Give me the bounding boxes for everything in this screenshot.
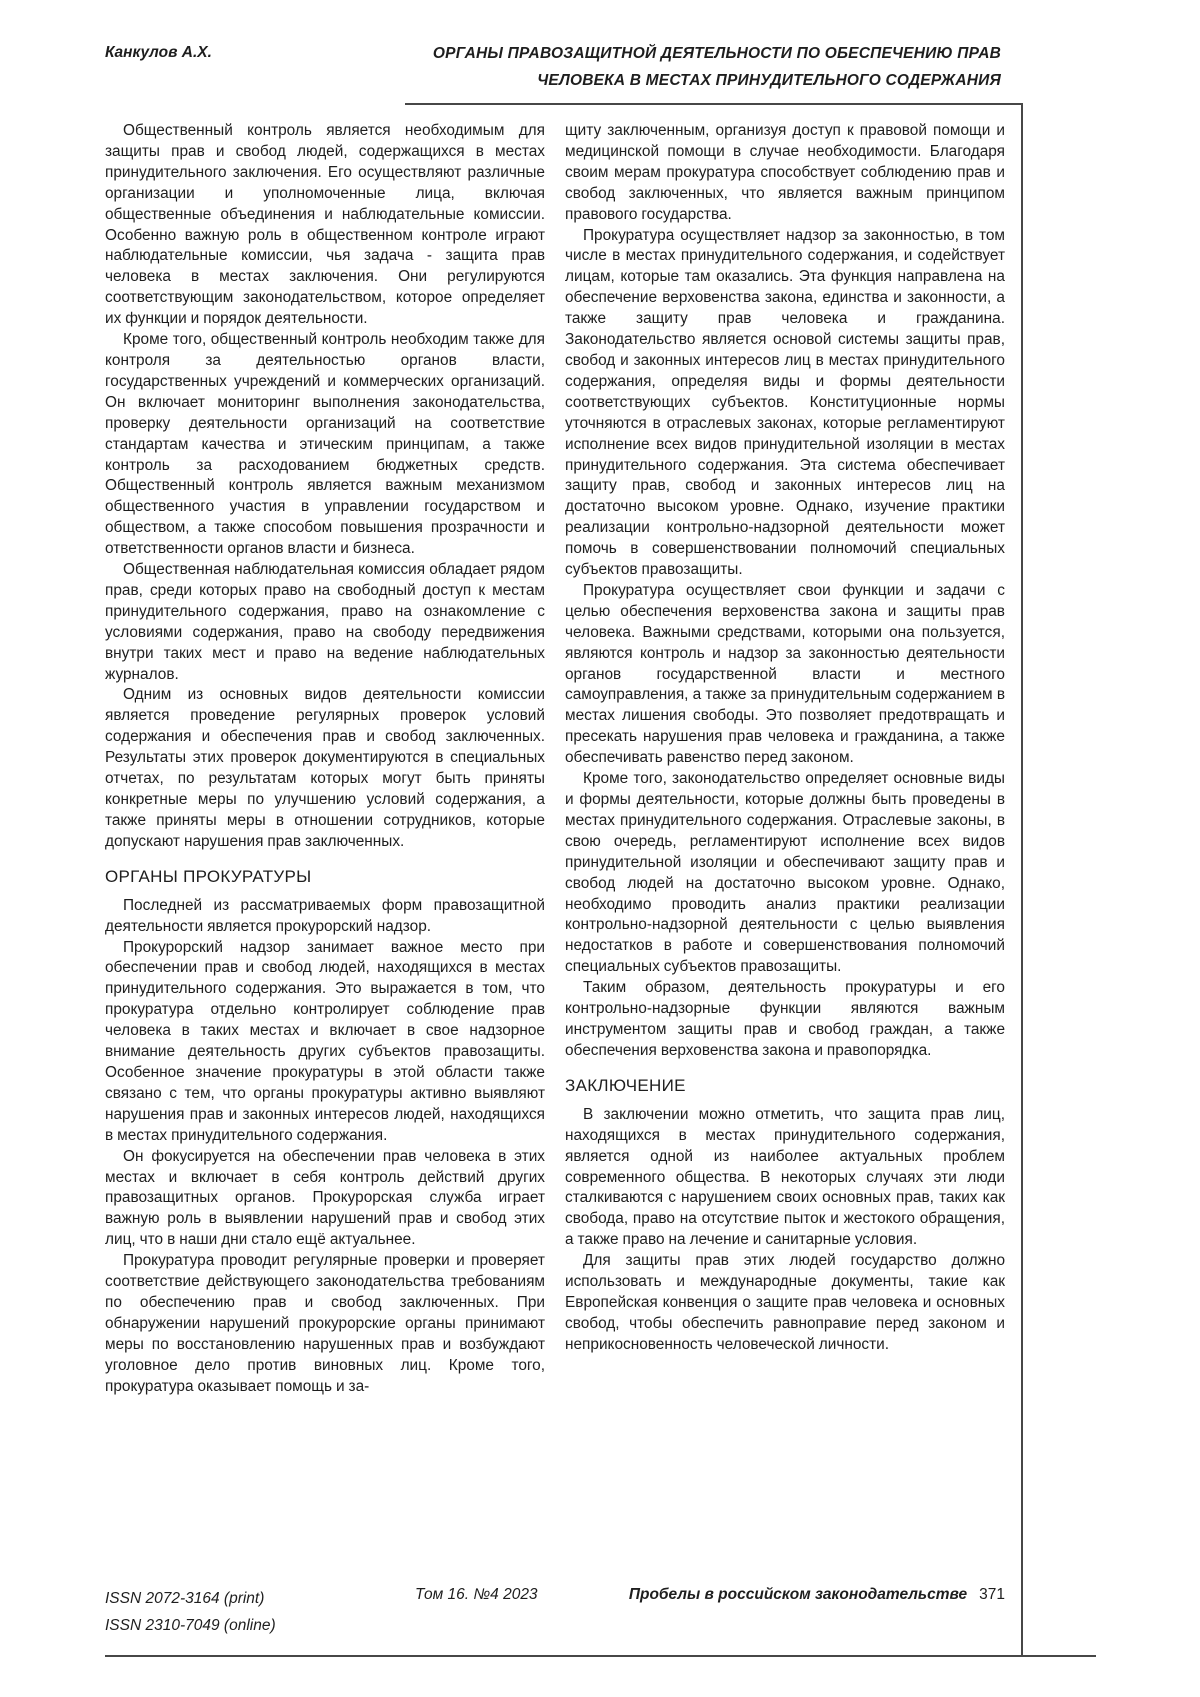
paragraph: Последней из рассматриваемых форм правозащитной деятельности является прокурорский надзор. (105, 896, 545, 935)
page-footer (105, 1585, 1005, 1645)
bottom-rule (105, 1655, 1096, 1657)
paragraph: Общественная наблюдательная комиссия обладает рядом прав, среди которых право на свободный доступ к местам принудительного содержания, право на ознакомление с условиями содержания, право на свободу передвижения внутри таких мест и право на ведение наблюдательных журналов. (105, 561, 545, 683)
issn-block (105, 1585, 276, 1639)
paragraph: Для защиты прав этих людей государство должно использовать и международные документы, такие как Европейская конвенция о защите прав человека и основных свобод, чтобы обеспечить равноправие перед законом и неприкосновенность человеческой личности. (565, 1252, 1005, 1353)
paragraph-continuation: щиту заключенным, организуя доступ к правовой помощи и медицинской помощи в случае необходимости. Благодаря своим мерам прокуратура способствует соблюдению прав и свобод заключенных, что является важным принципом правового государства. (565, 122, 1005, 223)
journal-and-page (629, 1585, 1005, 1605)
paragraph: Прокуратура осуществляет свои функции и задачи с целью обеспечения верховенства закона и защиты прав человека. Важными средствами, которыми она пользуется, являются контроль и надзор за законностью деятельности органов государственной власти и местного самоуправления, а также за принудительным содержанием в местах лишения свободы. Это позволяет предотвращать и пресекать нарушения прав человека и гражданина, а также обеспечивать равенство перед законом. (565, 581, 1005, 767)
right-column (565, 121, 1005, 1397)
paragraph: Кроме того, законодательство определяет основные виды и формы деятельности, которые должны быть проведены в местах принудительного содержания. Отраслевые законы, в свою очередь, регламентируют исполнение всех видов принудительной изоляции и обеспечивают защиту прав и свобод людей на достаточно высоком уровне. Однако, необходимо проводить анализ практики реализации контрольно-надзорной деятельности с целью выявления недостатков в работе и совершенствования полномочий специальных субъектов правозащиты. (565, 770, 1005, 976)
paragraph: Таким образом, деятельность прокуратуры и его контрольно-надзорные функции являются важным инструментом защиты прав и свобод граждан, а также обеспечения верховенства закона и правопорядка. (565, 979, 1005, 1059)
article-title: ОРГАНЫ ПРАВОЗАЩИТНОЙ ДЕЯТЕЛЬНОСТИ ПО ОБЕСПЕЧЕНИЮ ПРАВ ЧЕЛОВЕКА В МЕСТАХ ПРИНУДИТЕЛЬНОГО СОДЕРЖАНИЯ (432, 45, 1001, 89)
author-name: Канкулов А.Х. (105, 44, 212, 61)
article-body (105, 121, 1005, 1397)
issn-print: ISSN 2072-3164 (print) (105, 1590, 265, 1607)
page-number: 371 (979, 1586, 1005, 1603)
journal-name: Пробелы в российском законодательстве (628, 1586, 968, 1603)
section-heading-conclusion: ЗАКЛЮЧЕНИЕ (565, 1075, 686, 1095)
left-column (105, 121, 545, 1397)
section-heading-prosecution-bodies: ОРГАНЫ ПРОКУРАТУРЫ (105, 866, 312, 886)
volume-issue: Том 16. №4 2023 (415, 1586, 538, 1603)
issn-online: ISSN 2310-7049 (online) (105, 1617, 276, 1634)
paragraph: В заключении можно отметить, что защита прав лиц, находящихся в местах принудительного содержания, является одной из наиболее актуальных проблем современного общества. В некоторых случаях эти люди сталкиваются с нарушением своих основных прав, таких как свобода, право на отсутствие пыток и жестокого обращения, а также право на лечение и санитарные условия. (565, 1105, 1005, 1249)
header-rule (405, 103, 1022, 105)
paragraph: Прокурорский надзор занимает важное место при обеспечении прав и свобод людей, находящихся в местах принудительного содержания. Это выражается в том, что прокуратура отдельно контролирует соблюдение прав человека в таких местах и включает в свое надзорное внимание деятельность других субъектов правозащиты. Особенное значение прокуратуры в этой области также связано с тем, что органы прокуратуры активно выявляют нарушения прав и законных интересов людей, находящихся в местах принудительного содержания. (105, 938, 545, 1144)
paragraph: Прокуратура проводит регулярные проверки и проверяет соответствие действующего законодательства требованиям по обеспечению прав и свобод заключенных. При обнаружении нарушений прокурорские органы принимают меры по восстановлению нарушенных прав и возбуждают уголовное дело против виновных лиц. Кроме того, прокуратура оказывает помощь и за- (105, 1252, 545, 1395)
paragraph: Прокуратура осуществляет надзор за законностью, в том числе в местах принудительного содержания, и содействует лицам, которые там оказались. Эта функция направлена на обеспечение верховенства закона, единства и законности, а также защиту прав человека и гражданина. Законодательство является основой системы защиты прав, свобод и законных интересов лиц в местах принудительного содержания, определяя виды и формы деятельности соответствующих субъектов. Конституционные нормы уточняются в отраслевых законах, которые регламентируют исполнение всех видов принудительной изоляции в местах принудительного содержания. Эта система обеспечивает защиту прав, свобод и законных интересов лиц на достаточно высоком уровне. Однако, изучение практики реализации контрольно-надзорной деятельности может помочь в совершенствовании полномочий специальных субъектов правозащиты. (565, 226, 1005, 579)
right-margin-rule (1021, 103, 1023, 1656)
paragraph: Кроме того, общественный контроль необходим также для контроля за деятельностью органов власти, государственных учреждений и коммерческих организаций. Он включает мониторинг выполнения законодательства, проверку деятельности организаций на соответствие стандартам качества и этическим принципам, а также контроль за расходованием бюджетных средств. Общественный контроль является важным механизмом общественного участия в управлении государством и обществом, а также способом повышения прозрачности и ответственности органов власти и бизнеса. (105, 331, 545, 558)
paragraph: Общественный контроль является необходимым для защиты прав и свобод людей, содержащихся в местах принудительного заключения. Его осуществляют различные организации и уполномоченные лица, включая общественные объединения и наблюдательные комиссии. Особенно важную роль в общественном контроле играют наблюдательные комиссии, чья задача - защита прав человека в местах заключения. Они регулируются соответствующим законодательством, которое определяет их функции и порядок деятельности. (105, 122, 545, 328)
paragraph: Он фокусируется на обеспечении прав человека в этих местах и включает в себя контроль действий других правозащитных органов. Прокурорская служба играет важную роль в выявлении нарушений прав и свобод этих лиц, что в наши дни стало ещё актуальнее. (105, 1147, 545, 1249)
paragraph: Одним из основных видов деятельности комиссии является проведение регулярных проверок условий содержания и обеспечения прав и свобод заключенных. Результаты этих проверок документируются в специальных отчетах, по результатам которых могут быть приняты конкретные меры по улучшению условий содержания, а также приняты меры в отношении сотрудников, которые допускают нарушения прав заключенных. (105, 686, 545, 850)
